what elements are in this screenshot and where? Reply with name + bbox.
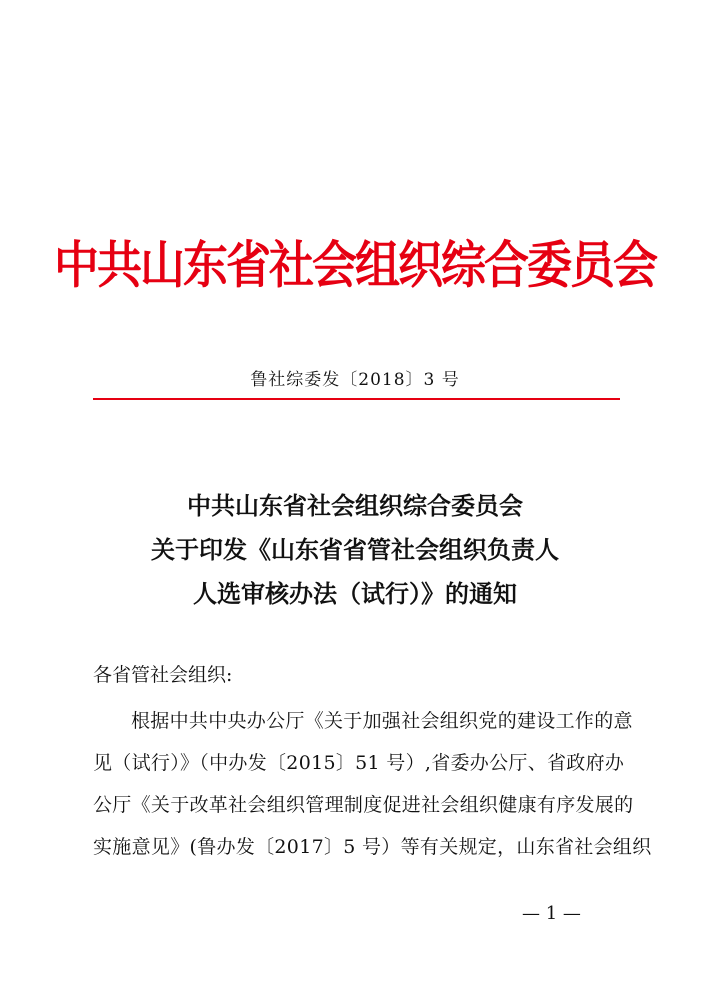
body-line-3: 公厅《关于改革社会组织管理制度促进社会组织健康有序发展的 <box>93 794 634 816</box>
body-line-4: 实施意见》(鲁办发〔2017〕5 号）等有关规定，山东省社会组织 <box>93 836 652 858</box>
body-paragraph <box>93 700 652 868</box>
title-line-1: 中共山东省社会组织综合委员会 <box>187 491 523 520</box>
page-number: — 1 — <box>522 903 581 924</box>
title-line-3: 人选审核办法（试行）》的通知 <box>193 579 517 608</box>
document-title <box>0 484 710 616</box>
title-line-2: 关于印发《山东省省管社会组织负责人 <box>151 535 559 564</box>
red-header-title: 中共山东省社会组织综合委员会 <box>53 235 656 295</box>
body-line-2: 见（试行）》（中办发〔2015〕51 号）,省委办公厅、省政府办 <box>93 752 625 774</box>
document-number: 鲁社综委发〔2018〕3 号 <box>250 370 460 390</box>
salutation: 各省管社会组织: <box>93 664 233 686</box>
body-line-1: 根据中共中央办公厅《关于加强社会组织党的建设工作的意 <box>131 710 633 732</box>
red-divider-line <box>93 398 620 400</box>
